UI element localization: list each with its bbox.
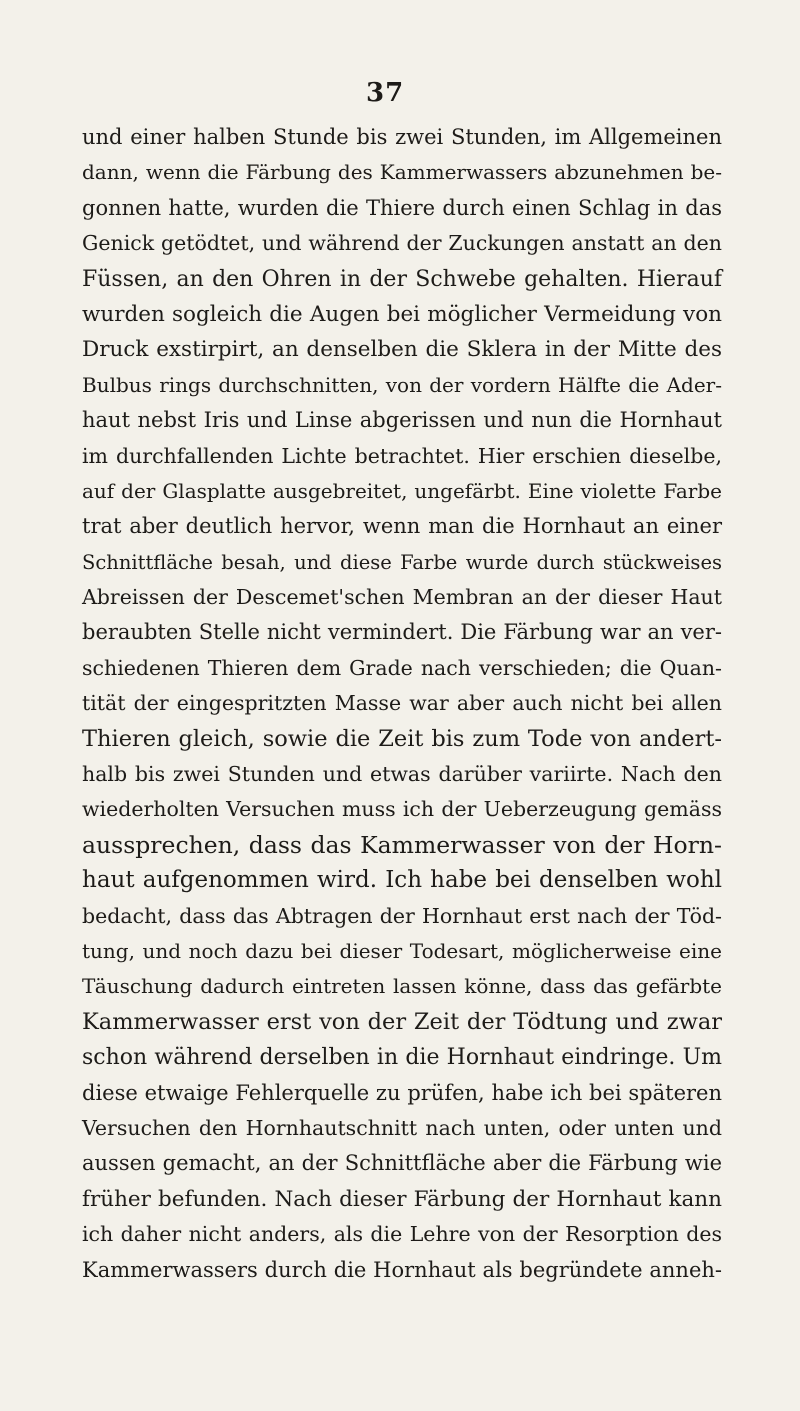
text-line: Füssen, an den Ohren in der Schwebe gehalten. Hierauf [82, 266, 722, 292]
text-line: Genick getödtet, und während der Zuckungen anstatt an den [82, 231, 722, 256]
text-line: Versuchen den Hornhautschnitt nach unten, oder unten und [82, 1115, 722, 1140]
text-line: im durchfallenden Lichte betrachtet. Hier erschien dieselbe, [82, 443, 722, 468]
text-line: bedacht, dass das Abtragen der Hornhaut erst nach der Töd- [82, 903, 722, 928]
text-line: Schnittfläche besah, und diese Farbe wurde durch stückweises [82, 550, 722, 574]
text-line: Kammerwasser erst von der Zeit der Tödtung und zwar [82, 1008, 722, 1035]
text-line: haut aufgenommen wird. Ich habe bei denselben wohl [82, 867, 722, 894]
text-line: Abreissen der Descemet'schen Membran an der dieser Haut [82, 585, 722, 610]
text-line: ich daher nicht anders, als die Lehre von der Resorption des [82, 1222, 722, 1247]
text-line: tung, und noch dazu bei dieser Todesart, möglicherweise eine [82, 938, 722, 963]
text-line: Bulbus rings durchschnitten, von der vordern Hälfte die Ader- [82, 372, 722, 397]
text-line: Täuschung dadurch eintreten lassen könne, dass das gefärbte [82, 974, 722, 999]
page-number: 37 [366, 78, 405, 108]
text-line: aussen gemacht, an der Schnittfläche aber die Färbung wie [82, 1151, 722, 1176]
text-line: gonnen hatte, wurden die Thiere durch einen Schlag in das [82, 195, 722, 220]
text-line: dann, wenn die Färbung des Kammerwassers abzunehmen be- [82, 160, 722, 185]
text-line: halb bis zwei Stunden und etwas darüber variirte. Nach den [82, 762, 722, 787]
text-line: auf der Glasplatte ausgebreitet, ungefärbt. Eine violette Farbe [82, 478, 722, 503]
text-line: haut nebst Iris und Linse abgerissen und nun die Hornhaut [82, 408, 722, 433]
text-line: diese etwaige Fehlerquelle zu prüfen, habe ich bei späteren [82, 1080, 722, 1105]
text-line: Kammerwassers durch die Hornhaut als begründete anneh- [82, 1257, 722, 1282]
text-line: schon während derselben in die Hornhaut eindringe. Um [82, 1045, 722, 1071]
text-line: beraubten Stelle nicht vermindert. Die Färbung war an ver- [82, 620, 722, 645]
text-line: trat aber deutlich hervor, wenn man die Hornhaut an einer [82, 514, 722, 539]
text-line: Druck exstirpirt, an denselben die Sklera in der Mitte des [82, 337, 722, 363]
text-line: Thieren gleich, sowie die Zeit bis zum Tode von andert- [82, 725, 722, 752]
text-line: schiedenen Thieren dem Grade nach verschieden; die Quan- [82, 655, 722, 680]
text-line: und einer halben Stunde bis zwei Stunden, im Allgemeinen [82, 125, 722, 149]
text-line: aussprechen, dass das Kammerwasser von der Horn- [82, 830, 722, 859]
text-line: wiederholten Versuchen muss ich der Ueberzeugung gemäss [82, 797, 722, 822]
text-line: früher befunden. Nach dieser Färbung der Hornhaut kann [82, 1186, 722, 1212]
text-line: tität der eingespritzten Masse war aber auch nicht bei allen [82, 691, 722, 716]
text-line: wurden sogleich die Augen bei möglicher Vermeidung von [82, 301, 722, 327]
body-text [82, 120, 722, 1288]
